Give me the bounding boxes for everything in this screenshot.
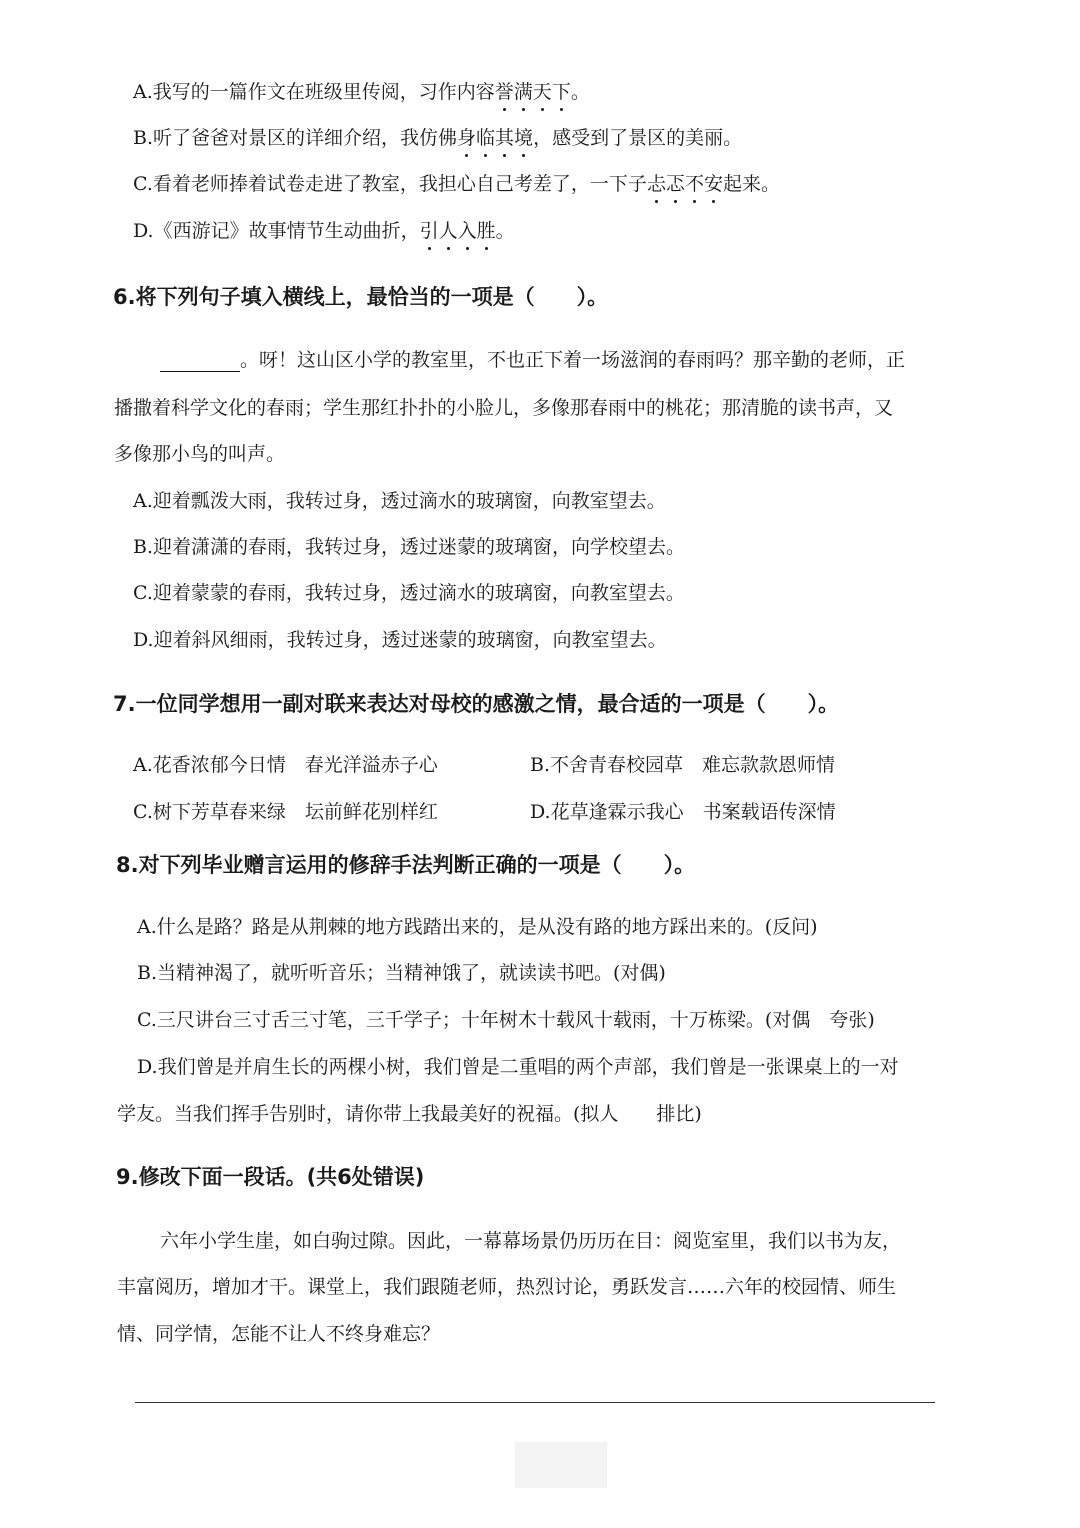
q9-passage-line-1: 六年小学生崖，如白驹过隙。因此，一幕幕场景仍历历在目：阅览室里，我们以书为友， xyxy=(160,1230,902,1252)
q6-passage-line-2: 播撒着科学文化的春雨；学生那红扑扑的小脸儿，多像那春雨中的桃花；那清脆的读书声，又 xyxy=(114,397,894,419)
q6-passage-line-1: 。呀！这山区小学的教室里，不也正下着一场滋润的春雨吗？那辛勤的老师，正 xyxy=(160,348,905,372)
q6-title: 6.将下列句子填入横线上，最恰当的一项是（ ）。 xyxy=(113,285,609,309)
q8-title: 8.对下列毕业赠言运用的修辞手法判断正确的一项是（ ）。 xyxy=(116,853,696,877)
q5-option-b: B.听了爸爸对景区的详细介绍，我仿佛身临其境，感受到了景区的美丽。 xyxy=(133,127,743,149)
q8-option-d-line-1: D.我们曾是并肩生长的两棵小树，我们曾是二重唱的两个声部，我们曾是一张课桌上的一对 xyxy=(137,1056,899,1078)
q7-title: 7.一位同学想用一副对联来表达对母校的感激之情，最合适的一项是（ ）。 xyxy=(113,692,840,716)
q9-passage-line-2: 丰富阅历，增加才干。课堂上，我们跟随老师，热烈讨论，勇跃发言……六年的校园情、师生 xyxy=(117,1276,897,1298)
q9-passage-line-3: 情、同学情，怎能不让人不终身难忘？ xyxy=(117,1323,441,1345)
q5-option-c: C.看着老师捧着试卷走进了教室，我担心自己考差了，一下子忐忑不安起来。 xyxy=(133,173,780,195)
q7-option-c: C.树下芳草春来绿 坛前鲜花别样红 xyxy=(133,801,438,823)
q6-option-a: A.迎着瓢泼大雨，我转过身，透过滴水的玻璃窗，向教室望去。 xyxy=(133,490,666,512)
q6-option-b: B.迎着潇潇的春雨，我转过身，透过迷蒙的玻璃窗，向学校望去。 xyxy=(133,536,686,558)
q8-option-a: A.什么是路？路是从荆棘的地方践踏出来的，是从没有路的地方踩出来的。(反问) xyxy=(137,916,818,938)
q5-option-a: A.我写的一篇作文在班级里传阅，习作内容誉满天下。 xyxy=(133,81,590,103)
q6-option-c: C.迎着蒙蒙的春雨，我转过身，透过滴水的玻璃窗，向教室望去。 xyxy=(133,582,685,604)
q7-option-b: B.不舍青春校园草 难忘款款恩师情 xyxy=(530,754,836,776)
fill-blank[interactable] xyxy=(160,353,240,372)
q5-option-d: D.《西游记》故事情节生动曲折，引人入胜。 xyxy=(133,220,515,242)
q9-title: 9.修改下面一段话。(共6处错误) xyxy=(116,1165,425,1189)
answer-line[interactable] xyxy=(135,1402,935,1403)
q8-option-d-line-2: 学友。当我们挥手告别时，请你带上我最美好的祝福。(拟人 排比) xyxy=(117,1103,702,1125)
footer-mark xyxy=(515,1442,607,1488)
q8-option-c: C.三尺讲台三寸舌三寸笔，三千学子；十年树木十载风十载雨，十万栋梁。(对偶 夸张) xyxy=(137,1009,875,1031)
q7-option-a: A.花香浓郁今日情 春光洋溢赤子心 xyxy=(133,754,438,776)
q8-option-b: B.当精神渴了，就听听音乐；当精神饿了，就读读书吧。(对偶) xyxy=(137,962,666,984)
q6-option-d: D.迎着斜风细雨，我转过身，透过迷蒙的玻璃窗，向教室望去。 xyxy=(133,629,667,651)
q6-passage-line-3: 多像那小鸟的叫声。 xyxy=(114,443,286,465)
q7-option-d: D.花草逢霖示我心 书案载语传深情 xyxy=(530,801,836,823)
